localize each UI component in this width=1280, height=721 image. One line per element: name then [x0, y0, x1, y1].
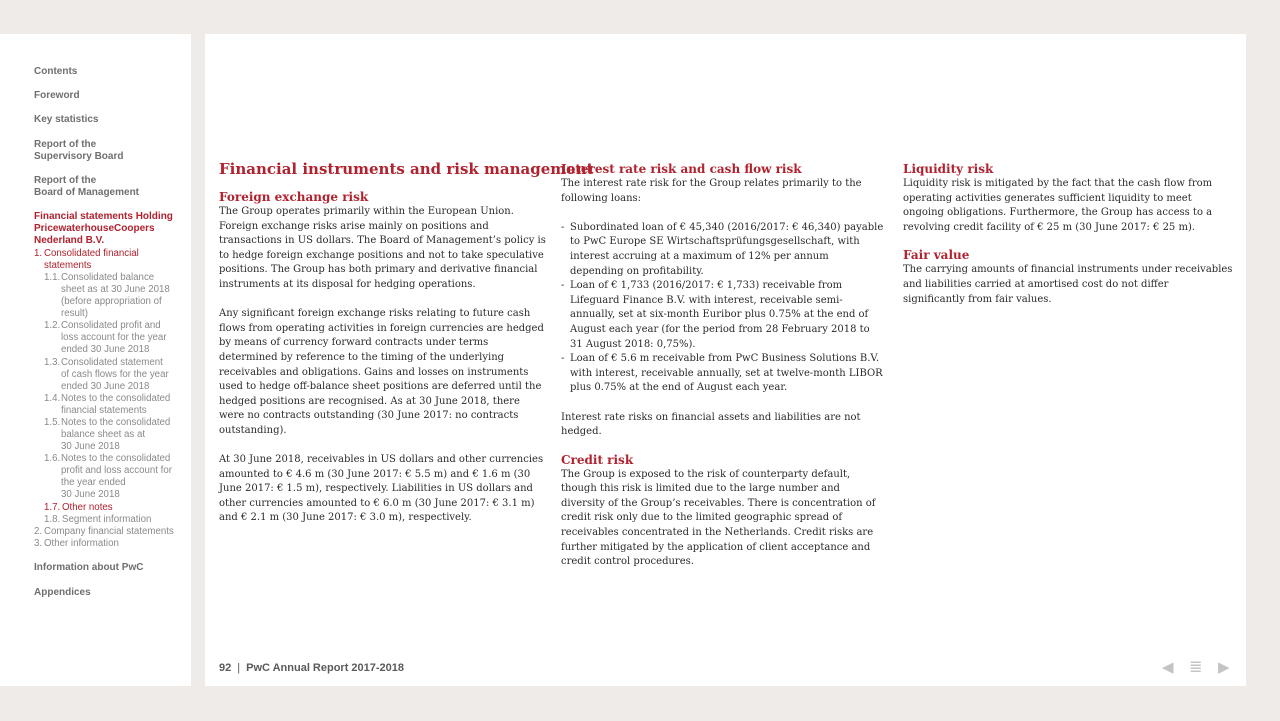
nav-sub-label: 30 June 2018: [61, 441, 120, 453]
nav-sub-label: profit and loss account for: [61, 465, 172, 477]
column-right: [903, 162, 1233, 307]
nav-appendices[interactable]: Appendices: [34, 587, 91, 598]
nav-sub-label: financial statements: [61, 405, 147, 417]
nav-sub-label: Consolidated financial: [44, 248, 139, 259]
nav-sub-number: 1.6.: [44, 453, 61, 464]
list-dash: -: [561, 221, 565, 233]
nav-sub-balance-sheet[interactable]: [44, 272, 186, 320]
nav-sub-label: ended 30 June 2018: [61, 381, 150, 393]
nav-sub-label: Other information: [44, 538, 119, 549]
fx-heading: Foreign exchange risk: [219, 190, 369, 204]
page-footer: [219, 662, 404, 674]
nav-sub-number: 1.8.: [44, 514, 61, 525]
column-left: [219, 160, 594, 526]
nav-report-board-of-management[interactable]: [34, 175, 139, 199]
nav-sub-label: Consolidated statement: [61, 357, 163, 368]
nav-sub-other-notes[interactable]: [44, 502, 186, 514]
nav-sub-number: 1.5.: [44, 417, 61, 428]
nav-sub-label: sheet as at 30 June 2018: [61, 284, 170, 296]
nav-sub-notes-balance[interactable]: [44, 417, 186, 453]
nav-sub-consolidated-fs[interactable]: [34, 248, 186, 272]
list-item: [561, 279, 884, 352]
fx-paragraph-3: At 30 June 2018, receivables in US dollars and other currencies amounted to € 4.6 m (30 June 2017: € 5.5 m) and € 1.6 m (30 June 2017: € 1.5 m), respectively. Liabilities in US dollars and other currencies amounted to € 6.0 m (30 June 2017: € 3.1 m) and € 2.1 m (30 June 2017: € 3.0 m), respectively.: [219, 454, 544, 524]
list-item-text: Loan of € 5.6 m receivable from PwC Business Solutions B.V. with interest, receivable annually, set at twelve-month LIBOR plus 0.75% at the end of August each year.: [570, 353, 883, 394]
list-item-text: Subordinated loan of € 45,340 (2016/2017: € 46,340) payable to PwC Europe SE Wirtschaftsprüfungsgesellschaft, with interest accruing at a maximum of 12% per annum depending on profitability.: [570, 221, 884, 277]
fair-value-paragraph: The carrying amounts of financial instruments under receivables and liabilities carried at amortised cost do not differ significantly from fair values.: [903, 264, 1233, 305]
list-item-text: Loan of € 1,733 (2016/2017: € 1,733) receivable from Lifeguard Finance B.V. with interest, receivable semi-annually, set at six-month Euribor plus 0.75% at the end of August each year (for the period from 28 February 2018 to 31 August 2018: 0,75%).: [570, 280, 870, 350]
nav-label-line: Report of the: [34, 139, 97, 150]
interest-rate-heading: Interest rate risk and cash flow risk: [561, 162, 802, 176]
liquidity-risk-heading: Liquidity risk: [903, 162, 994, 176]
credit-risk-heading: Credit risk: [561, 452, 634, 467]
nav-label-line: Supervisory Board: [34, 151, 124, 162]
list-dash: -: [561, 280, 565, 292]
fx-paragraph-1: The Group operates primarily within the European Union. Foreign exchange risks arise mainly on positions and transactions in US dollars. The Board of Management’s policy is to hedge foreign exchange positions and not to take speculative positions. The Group has both primary and derivative financial instruments at its disposal for hedging operations.: [219, 206, 546, 290]
nav-sub-notes-profit-loss[interactable]: [44, 453, 186, 501]
nav-financial-statements[interactable]: [34, 211, 173, 247]
nav-sub-number: 1.2.: [44, 320, 61, 331]
nav-sub-segment-information[interactable]: [44, 514, 186, 526]
nav-sub-label: (before appropriation of: [61, 296, 162, 308]
nav-label-line: Financial statements Holding: [34, 211, 173, 222]
nav-sub-label: Other notes: [62, 502, 113, 513]
nav-sub-number: 1.4.: [44, 393, 61, 404]
nav-foreword[interactable]: Foreword: [34, 90, 80, 101]
nav-sub-label: Consolidated profit and: [61, 320, 161, 331]
nav-sub-notes-fs[interactable]: [44, 393, 186, 417]
page-title: Financial instruments and risk management: [219, 160, 594, 178]
nav-sub-label: Notes to the consolidated: [61, 417, 171, 428]
liquidity-risk-paragraph: Liquidity risk is mitigated by the fact that the cash flow from operating activities generates sufficient liquidity to meet ongoing obligations. Furthermore, the Group has access to a revolving credit facility of € 25 m (30 June 2017: € 25 m).: [903, 178, 1213, 233]
nav-sub-company-fs[interactable]: [34, 526, 190, 538]
footer-separator: |: [237, 662, 241, 674]
nav-sub-label: balance sheet as at: [61, 429, 146, 441]
loan-list: [561, 221, 884, 396]
list-dash: -: [561, 353, 565, 365]
nav-label-line: Report of the: [34, 175, 97, 186]
previous-page-icon[interactable]: ◀: [1162, 659, 1174, 676]
nav-sub-label: the year ended: [61, 477, 126, 489]
nav-contents[interactable]: Contents: [34, 66, 78, 77]
nav-sub-label: of cash flows for the year: [61, 369, 169, 381]
list-item: [561, 352, 884, 396]
nav-sub-label: 30 June 2018: [61, 489, 120, 501]
nav-sub-label: ended 30 June 2018: [61, 344, 150, 356]
nav-sub-label: statements: [44, 260, 92, 272]
nav-key-statistics[interactable]: Key statistics: [34, 114, 99, 125]
nav-sub-label: Segment information: [62, 514, 152, 525]
nav-sub-label: Notes to the consolidated: [61, 453, 171, 464]
nav-label-line: Nederland B.V.: [34, 235, 105, 246]
document-page: [205, 34, 1246, 686]
interest-rate-paragraph: The interest rate risk for the Group relates primarily to the following loans:: [561, 178, 862, 204]
nav-sub-number: 1.1.: [44, 272, 61, 283]
nav-information-about-pwc[interactable]: Information about PwC: [34, 562, 144, 573]
nav-sub-profit-loss[interactable]: [44, 320, 186, 356]
nav-sub-other-information[interactable]: [34, 538, 186, 550]
menu-icon[interactable]: ≣: [1189, 659, 1203, 676]
interest-rate-hedge-paragraph: Interest rate risks on financial assets and liabilities are not hedged.: [561, 411, 861, 438]
nav-sub-label: Consolidated balance: [61, 272, 155, 283]
list-item: [561, 221, 884, 279]
nav-sub-label: loss account for the year: [61, 332, 167, 344]
page-number: 92: [219, 662, 232, 674]
nav-sub-number: 1.3.: [44, 357, 61, 368]
nav-sub-label: result): [61, 308, 88, 320]
nav-sub-number: 1.: [34, 248, 43, 259]
nav-sub-cash-flows[interactable]: [44, 357, 186, 393]
nav-sub-label: Notes to the consolidated: [61, 393, 171, 404]
nav-report-supervisory-board[interactable]: [34, 139, 123, 163]
nav-sub-number: 2.: [34, 526, 43, 537]
report-title: PwC Annual Report 2017-2018: [246, 662, 405, 674]
nav-sub-label: Company financial statements: [44, 526, 174, 537]
fair-value-heading: Fair value: [903, 248, 970, 263]
nav-label-line: Board of Management: [34, 187, 140, 198]
column-middle: [561, 162, 884, 570]
next-page-icon[interactable]: ▶: [1218, 659, 1230, 676]
nav-sub-number: 3.: [34, 538, 43, 549]
fx-paragraph-2: Any significant foreign exchange risks relating to future cash flows from operating activities in foreign currencies are hedged by means of currency forward contracts under terms determined by reference to the timing of the underlying receivables and obligations. Gains and losses on instruments used to hedge off-balance sheet positions are deferred until the hedged positions are recognised. As at 30 June 2018, there were no contracts outstanding (30 June 2017: no contracts outstanding).: [219, 308, 544, 436]
credit-risk-paragraph: The Group is exposed to the risk of counterparty default, though this risk is limited due to the large number and diversity of the Group’s receivables. There is concentration of credit risk only due to the limited geographic spread of receivables concentrated in the Netherlands. Credit risks are further mitigated by the application of client acceptance and credit control procedures.: [561, 468, 876, 568]
nav-label-line: PricewaterhouseCoopers: [34, 223, 155, 234]
nav-sub-number: 1.7.: [44, 502, 61, 513]
sidebar: [0, 34, 191, 686]
